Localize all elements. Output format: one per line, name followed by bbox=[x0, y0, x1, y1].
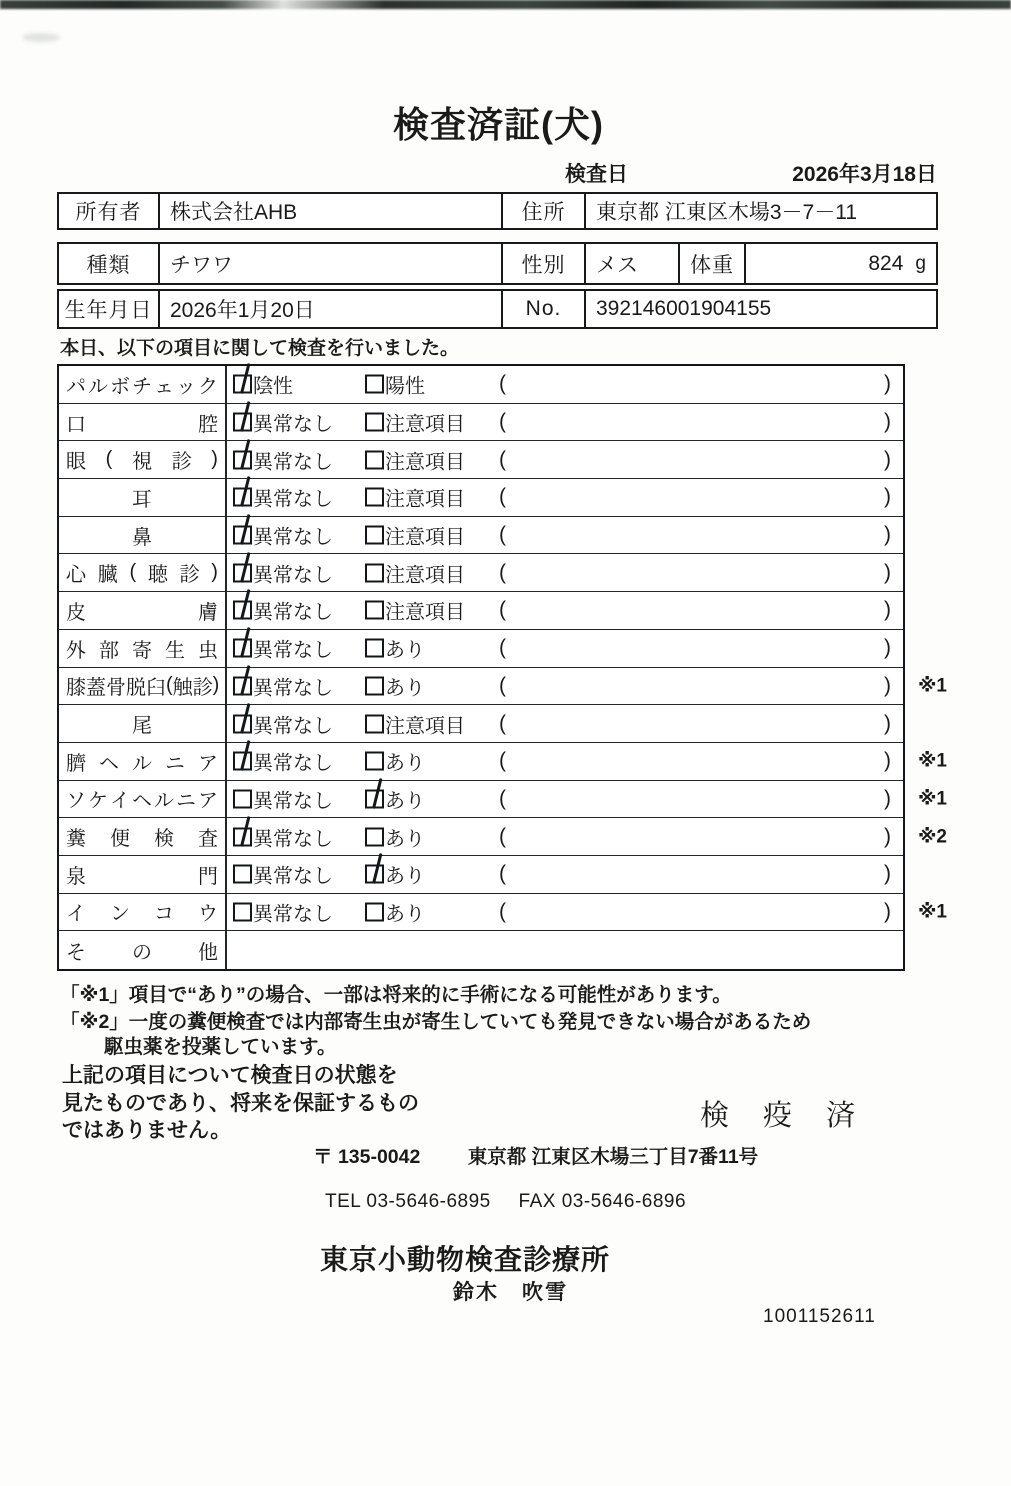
checklist-row-content bbox=[227, 931, 903, 969]
checklist-row bbox=[59, 743, 947, 781]
option-1 bbox=[233, 784, 333, 813]
checklist-row-label: そ の 他 bbox=[59, 931, 227, 969]
option-2 bbox=[365, 408, 465, 437]
paren-open: ( bbox=[499, 786, 506, 810]
paren-close: ) bbox=[884, 673, 891, 697]
checkbox-icon bbox=[365, 827, 384, 846]
checkbox-icon bbox=[233, 902, 252, 921]
option-2 bbox=[365, 521, 465, 550]
paren-open: ( bbox=[499, 485, 506, 509]
tel-number: TEL 03-5646-6895 bbox=[325, 1191, 491, 1212]
checkbox-icon bbox=[365, 865, 384, 884]
option-1 bbox=[233, 860, 333, 889]
paren-open: ( bbox=[499, 372, 506, 396]
row-footnote-mark: ※1 bbox=[917, 675, 947, 697]
checklist-row-label: 眼 ( 視 診 ) bbox=[59, 441, 227, 478]
quarantine-stamp: 検 疫 済 bbox=[700, 1100, 869, 1132]
paren-close: ) bbox=[884, 598, 891, 622]
checkbox-icon bbox=[365, 902, 384, 921]
checkbox-icon bbox=[365, 375, 384, 394]
paren-open: ( bbox=[499, 598, 506, 622]
option-2 bbox=[365, 483, 465, 512]
option-1 bbox=[233, 408, 333, 437]
option-2-label: 注意項目 bbox=[385, 715, 465, 738]
checkbox-icon bbox=[365, 752, 384, 771]
footnote-1: 「※1」項目で“あり”の場合、一部は将来的に手術になる可能性があります。 bbox=[60, 984, 732, 1006]
paren-close: ) bbox=[884, 410, 891, 434]
disclaimer-line-2: 見たものであり、将来を保証するもの bbox=[62, 1091, 419, 1115]
option-1 bbox=[233, 709, 333, 738]
row-footnote-mark: ※1 bbox=[917, 750, 947, 772]
checklist-row bbox=[59, 856, 903, 894]
checklist-row-label: 外 部 寄 生 虫 bbox=[59, 630, 227, 667]
checkbox-icon bbox=[365, 601, 384, 620]
checklist-row-label: 心 臓 ( 聴 診 ) bbox=[59, 554, 227, 591]
paren-close: ) bbox=[884, 711, 891, 735]
checklist-row-label: 膝 蓋 骨 脱 臼 ( 触 診 ) bbox=[59, 668, 227, 705]
paren-open: ( bbox=[499, 824, 506, 848]
postal-line bbox=[313, 1141, 758, 1169]
checklist-row-content bbox=[227, 818, 903, 855]
option-2 bbox=[365, 445, 465, 474]
option-1-label: 異常なし bbox=[253, 451, 333, 474]
option-2 bbox=[365, 747, 425, 776]
checklist-row-label: パ ル ボ チ ェ ッ ク bbox=[59, 366, 227, 403]
postal-code: 135-0042 bbox=[337, 1146, 421, 1168]
fax-number: FAX 03-5646-6896 bbox=[518, 1191, 687, 1212]
paren-close: ) bbox=[884, 447, 891, 471]
checklist-row-content bbox=[227, 517, 903, 554]
animal-table-row1 bbox=[57, 242, 938, 285]
checklist-row bbox=[59, 818, 947, 856]
option-1 bbox=[233, 521, 333, 550]
checklist-table bbox=[57, 364, 947, 971]
paren-close: ) bbox=[884, 636, 891, 660]
inspection-date-value: 2026年3月18日 bbox=[792, 163, 937, 186]
option-1-label: 異常なし bbox=[253, 564, 333, 587]
option-2-label: 陽性 bbox=[385, 375, 425, 398]
checklist-row-label: 泉 門 bbox=[59, 856, 227, 893]
option-2 bbox=[365, 596, 465, 625]
option-2 bbox=[365, 784, 425, 813]
option-2-label: あり bbox=[385, 903, 425, 926]
checklist-row-content bbox=[227, 743, 903, 780]
option-1-label: 異常なし bbox=[253, 828, 333, 851]
checkbox-icon bbox=[365, 526, 384, 545]
paren-open: ( bbox=[499, 447, 506, 471]
checkbox-icon bbox=[365, 563, 384, 582]
weight-unit: g bbox=[915, 252, 926, 274]
option-1 bbox=[233, 897, 333, 926]
row-footnote-mark: ※1 bbox=[917, 901, 947, 923]
option-1-label: 異常なし bbox=[253, 790, 333, 813]
disclaimer bbox=[62, 1062, 419, 1145]
checkbox-icon bbox=[365, 676, 384, 695]
checklist-row-content bbox=[227, 668, 903, 705]
option-1-label: 異常なし bbox=[253, 752, 333, 775]
checklist-row-content bbox=[227, 554, 903, 591]
checklist-row-content bbox=[227, 894, 903, 931]
checkbox-icon bbox=[233, 450, 252, 469]
checkbox-icon bbox=[233, 488, 252, 507]
checklist-row bbox=[59, 781, 947, 819]
tel-fax-line bbox=[325, 1191, 686, 1213]
checklist-row-label: 皮 膚 bbox=[59, 592, 227, 629]
checklist-row bbox=[59, 668, 947, 706]
number-label: No. bbox=[503, 291, 586, 327]
weight-value bbox=[746, 244, 936, 283]
paren-open: ( bbox=[499, 749, 506, 773]
clinic-address: 東京都 江東区木場三丁目7番11号 bbox=[467, 1146, 759, 1168]
number-value: 392146001904155 bbox=[596, 297, 772, 320]
species-label: 種類 bbox=[59, 244, 160, 283]
postal-mark-icon: 〒 bbox=[313, 1146, 333, 1168]
checklist-row-content bbox=[227, 592, 903, 629]
checklist-row-content bbox=[227, 404, 903, 441]
checkbox-icon bbox=[365, 789, 384, 808]
checklist-row bbox=[59, 931, 903, 969]
checkbox-icon bbox=[233, 601, 252, 620]
paren-open: ( bbox=[499, 410, 506, 434]
option-1 bbox=[233, 747, 333, 776]
option-2-label: 注意項目 bbox=[385, 488, 465, 511]
option-1-label: 異常なし bbox=[253, 639, 333, 662]
checklist-row bbox=[59, 592, 903, 630]
option-2 bbox=[365, 370, 425, 399]
checkbox-icon bbox=[233, 526, 252, 545]
checkbox-icon bbox=[365, 450, 384, 469]
option-2 bbox=[365, 822, 425, 851]
owner-label: 所有者 bbox=[59, 194, 160, 228]
scan-artifact-smudge bbox=[22, 33, 60, 42]
clinic-name: 東京小動物検査診療所 bbox=[320, 1244, 611, 1275]
paren-close: ) bbox=[884, 899, 891, 923]
birthdate-label: 生年月日 bbox=[59, 291, 160, 327]
paren-open: ( bbox=[499, 523, 506, 547]
address-label: 住所 bbox=[503, 194, 586, 228]
option-1-label: 異常なし bbox=[253, 413, 333, 436]
checkbox-icon bbox=[365, 488, 384, 507]
checklist-row bbox=[59, 366, 903, 404]
checklist-row bbox=[59, 705, 903, 743]
checkbox-icon bbox=[233, 789, 252, 808]
checklist-row-label: 耳 bbox=[59, 479, 227, 516]
paren-close: ) bbox=[884, 824, 891, 848]
checklist-row-label: 臍 ヘ ル ニ ア bbox=[59, 743, 227, 780]
checklist-row-label: ソ ケ イ ヘ ル ニ ア bbox=[59, 781, 227, 818]
checkbox-icon bbox=[233, 676, 252, 695]
row-footnote-mark: ※2 bbox=[917, 826, 947, 848]
checklist-row bbox=[59, 479, 903, 517]
option-1 bbox=[233, 671, 333, 700]
checklist-row bbox=[59, 894, 947, 932]
option-1 bbox=[233, 596, 333, 625]
species-value: チワワ bbox=[160, 244, 503, 283]
checkbox-icon bbox=[365, 639, 384, 658]
option-1 bbox=[233, 483, 333, 512]
sex-value: メス bbox=[586, 244, 680, 283]
option-1-label: 異常なし bbox=[253, 488, 333, 511]
option-2 bbox=[365, 709, 465, 738]
checklist-row-content bbox=[227, 781, 903, 818]
option-2 bbox=[365, 671, 425, 700]
paren-open: ( bbox=[499, 862, 506, 886]
paren-open: ( bbox=[499, 636, 506, 660]
option-2-label: 注意項目 bbox=[385, 413, 465, 436]
option-2-label: 注意項目 bbox=[385, 601, 465, 624]
option-2-label: あり bbox=[385, 790, 425, 813]
option-2-label: あり bbox=[385, 639, 425, 662]
checklist-row bbox=[59, 517, 903, 555]
checklist-intro: 本日、以下の項目に関して検査を行いました。 bbox=[60, 338, 460, 359]
weight-number: 824 bbox=[868, 251, 904, 275]
scan-artifact-top-bar bbox=[0, 0, 1011, 9]
paren-close: ) bbox=[884, 749, 891, 773]
option-1-label: 陰性 bbox=[253, 375, 293, 398]
row-footnote-mark: ※1 bbox=[917, 788, 947, 810]
address-value: 東京都 江東区木場3－7－11 bbox=[596, 201, 857, 224]
disclaimer-line-3: ではありません。 bbox=[62, 1119, 232, 1142]
option-2-label: 注意項目 bbox=[385, 526, 465, 549]
owner-table bbox=[57, 192, 938, 230]
option-2-label: あり bbox=[385, 865, 425, 888]
checklist-row-label: 口 腔 bbox=[59, 404, 227, 441]
checklist-row-content bbox=[227, 856, 903, 893]
checkbox-icon bbox=[233, 752, 252, 771]
checklist-row bbox=[59, 441, 903, 479]
checkbox-icon bbox=[233, 714, 252, 733]
checkbox-icon bbox=[233, 865, 252, 884]
footnote-2: 「※2」一度の糞便検査では内部寄生虫が寄生していても発見できない場合があるため bbox=[60, 1011, 812, 1033]
paren-close: ) bbox=[884, 786, 891, 810]
option-2-label: あり bbox=[385, 828, 425, 851]
paren-open: ( bbox=[499, 711, 506, 735]
option-2 bbox=[365, 558, 465, 587]
checklist-row bbox=[59, 630, 903, 668]
animal-table-row2 bbox=[57, 289, 938, 329]
checklist-row-content bbox=[227, 366, 903, 403]
signer-name: 鈴木 吹雪 bbox=[453, 1281, 568, 1304]
paren-close: ) bbox=[884, 523, 891, 547]
paren-close: ) bbox=[884, 862, 891, 886]
option-2-label: あり bbox=[385, 752, 425, 775]
owner-value: 株式会社AHB bbox=[160, 194, 503, 228]
option-2 bbox=[365, 634, 425, 663]
checkbox-icon bbox=[233, 375, 252, 394]
option-1 bbox=[233, 822, 333, 851]
paren-open: ( bbox=[499, 899, 506, 923]
option-2-label: あり bbox=[385, 677, 425, 700]
checklist-row-label: 尾 bbox=[59, 705, 227, 742]
paren-open: ( bbox=[499, 560, 506, 584]
checklist-row-content bbox=[227, 630, 903, 667]
option-1-label: 異常なし bbox=[253, 903, 333, 926]
checkbox-icon bbox=[365, 714, 384, 733]
checklist-row-content bbox=[227, 705, 903, 742]
option-1-label: 異常なし bbox=[253, 601, 333, 624]
checklist-row bbox=[59, 404, 903, 442]
option-1-label: 異常なし bbox=[253, 526, 333, 549]
checklist-row bbox=[59, 554, 903, 592]
paren-open: ( bbox=[499, 673, 506, 697]
checkbox-icon bbox=[233, 827, 252, 846]
option-2 bbox=[365, 860, 425, 889]
option-1 bbox=[233, 445, 333, 474]
paren-close: ) bbox=[884, 372, 891, 396]
option-1-label: 異常なし bbox=[253, 677, 333, 700]
checkbox-icon bbox=[233, 413, 252, 432]
option-1-label: 異常なし bbox=[253, 865, 333, 888]
option-2-label: 注意項目 bbox=[385, 564, 465, 587]
birthdate-value: 2026年1月20日 bbox=[160, 291, 503, 327]
checklist-row-label: イ ン コ ウ bbox=[59, 894, 227, 931]
checklist-row-content bbox=[227, 441, 903, 478]
footnote-2-continued: 駆虫薬を投薬しています。 bbox=[104, 1036, 337, 1058]
sex-label: 性別 bbox=[503, 244, 586, 283]
checkbox-icon bbox=[233, 639, 252, 658]
option-1-label: 異常なし bbox=[253, 715, 333, 738]
inspection-date-label: 検査日 bbox=[565, 163, 628, 186]
disclaimer-line-1: 上記の項目について検査日の状態を bbox=[62, 1064, 398, 1087]
option-1 bbox=[233, 634, 333, 663]
option-1 bbox=[233, 370, 293, 399]
checklist-row-content bbox=[227, 479, 903, 516]
checkbox-icon bbox=[365, 413, 384, 432]
checklist-row-label: 糞 便 検 査 bbox=[59, 818, 227, 855]
page-title: 検査済証(犬) bbox=[393, 104, 604, 145]
weight-label: 体重 bbox=[680, 244, 746, 283]
checkbox-icon bbox=[233, 563, 252, 582]
serial-number: 1001152611 bbox=[763, 1306, 876, 1327]
option-1 bbox=[233, 558, 333, 587]
option-2 bbox=[365, 897, 425, 926]
option-2-label: 注意項目 bbox=[385, 451, 465, 474]
checklist-row-label: 鼻 bbox=[59, 517, 227, 554]
paren-close: ) bbox=[884, 485, 891, 509]
paren-close: ) bbox=[884, 560, 891, 584]
